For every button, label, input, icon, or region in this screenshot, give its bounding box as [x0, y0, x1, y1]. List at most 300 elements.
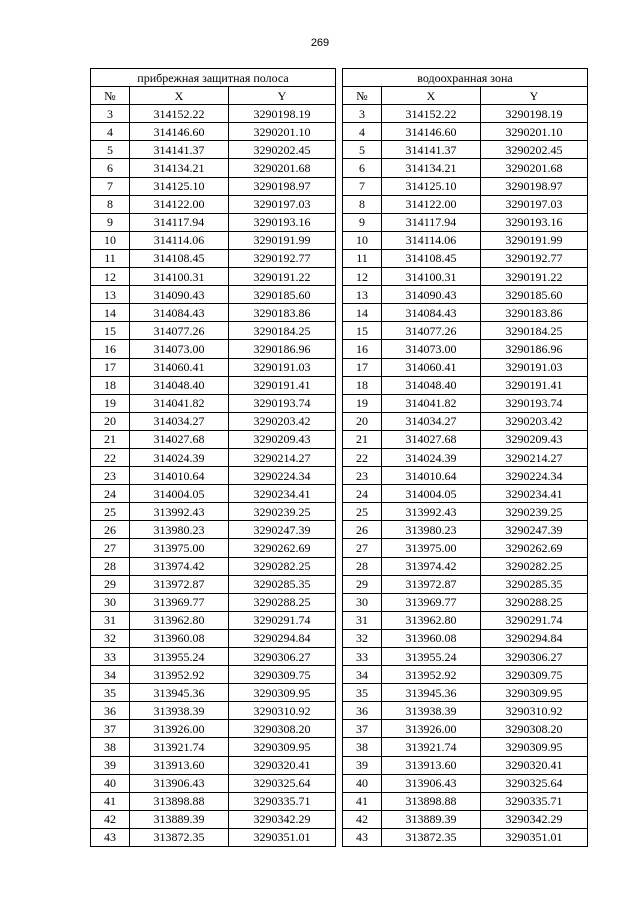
cell-y: 3290202.45 [481, 141, 588, 159]
cell-no: 23 [91, 467, 130, 485]
cell-x: 313938.39 [130, 702, 229, 720]
cell-x: 314152.22 [382, 105, 481, 123]
cell-y: 3290320.41 [229, 756, 336, 774]
cell-y: 3290288.25 [229, 593, 336, 611]
cell-y: 3290183.86 [481, 304, 588, 322]
cell-x: 313872.35 [382, 828, 481, 846]
cell-y: 3290285.35 [229, 575, 336, 593]
cell-x: 313945.36 [382, 684, 481, 702]
cell-x: 313955.24 [130, 648, 229, 666]
cell-y: 3290325.64 [229, 774, 336, 792]
cell-no: 38 [91, 738, 130, 756]
cell-y: 3290191.41 [481, 376, 588, 394]
table-row [91, 756, 336, 774]
cell-x: 314084.43 [382, 304, 481, 322]
cell-no: 29 [343, 575, 382, 593]
cell-no: 41 [91, 792, 130, 810]
cell-no: 32 [343, 629, 382, 647]
cell-y: 3290342.29 [229, 810, 336, 828]
cell-y: 3290193.74 [229, 394, 336, 412]
table-row [343, 268, 588, 286]
cell-x: 313906.43 [382, 774, 481, 792]
table-row [91, 213, 336, 231]
cell-no: 34 [91, 666, 130, 684]
table-row [343, 810, 588, 828]
table-row [343, 141, 588, 159]
table-row [91, 249, 336, 267]
table-row [91, 123, 336, 141]
cell-y: 3290310.92 [229, 702, 336, 720]
cell-x: 314041.82 [382, 394, 481, 412]
cell-x: 314122.00 [130, 195, 229, 213]
cell-x: 314077.26 [130, 322, 229, 340]
table-row [343, 792, 588, 810]
cell-no: 5 [343, 141, 382, 159]
cell-y: 3290201.68 [229, 159, 336, 177]
cell-y: 3290239.25 [229, 503, 336, 521]
coordinates-table-water-protection-zone [342, 68, 588, 847]
cell-no: 17 [343, 358, 382, 376]
table-row [343, 593, 588, 611]
cell-x: 313980.23 [130, 521, 229, 539]
cell-no: 43 [343, 828, 382, 846]
cell-y: 3290309.75 [481, 666, 588, 684]
cell-no: 15 [91, 322, 130, 340]
cell-x: 314125.10 [382, 177, 481, 195]
table-row [91, 231, 336, 249]
table-row [343, 648, 588, 666]
cell-y: 3290309.95 [229, 738, 336, 756]
cell-no: 24 [91, 485, 130, 503]
cell-y: 3290309.95 [481, 684, 588, 702]
cell-y: 3290306.27 [229, 648, 336, 666]
table-row [343, 105, 588, 123]
cell-x: 314114.06 [130, 231, 229, 249]
table-row [343, 575, 588, 593]
cell-x: 314090.43 [382, 286, 481, 304]
cell-y: 3290308.20 [481, 720, 588, 738]
table-row [343, 231, 588, 249]
cell-no: 10 [343, 231, 382, 249]
cell-no: 25 [343, 503, 382, 521]
cell-x: 313972.87 [130, 575, 229, 593]
table-title-row [91, 69, 336, 87]
cell-no: 42 [91, 810, 130, 828]
cell-x: 314090.43 [130, 286, 229, 304]
cell-y: 3290198.97 [481, 177, 588, 195]
table-row [91, 593, 336, 611]
cell-no: 12 [343, 268, 382, 286]
cell-no: 28 [91, 557, 130, 575]
table-row [91, 394, 336, 412]
cell-x: 313913.60 [382, 756, 481, 774]
cell-x: 313960.08 [382, 629, 481, 647]
table-row [91, 485, 336, 503]
cell-no: 8 [91, 195, 130, 213]
cell-y: 3290288.25 [481, 593, 588, 611]
table-row [91, 792, 336, 810]
cell-no: 17 [91, 358, 130, 376]
cell-no: 24 [343, 485, 382, 503]
cell-x: 314134.21 [382, 159, 481, 177]
cell-x: 314004.05 [130, 485, 229, 503]
cell-no: 27 [343, 539, 382, 557]
cell-y: 3290309.95 [481, 738, 588, 756]
cell-x: 313969.77 [382, 593, 481, 611]
cell-x: 314108.45 [382, 249, 481, 267]
table-row [343, 304, 588, 322]
cell-x: 314117.94 [382, 213, 481, 231]
table-row [343, 412, 588, 430]
table-row [91, 611, 336, 629]
cell-no: 8 [343, 195, 382, 213]
cell-y: 3290191.03 [229, 358, 336, 376]
cell-no: 20 [343, 412, 382, 430]
cell-no: 23 [343, 467, 382, 485]
cell-y: 3290183.86 [229, 304, 336, 322]
cell-no: 26 [91, 521, 130, 539]
cell-x: 314024.39 [382, 448, 481, 466]
table-row [91, 268, 336, 286]
table-row [343, 629, 588, 647]
cell-no: 6 [343, 159, 382, 177]
table-row [91, 521, 336, 539]
cell-x: 313938.39 [382, 702, 481, 720]
cell-no: 13 [343, 286, 382, 304]
cell-no: 40 [343, 774, 382, 792]
cell-y: 3290291.74 [481, 611, 588, 629]
cell-x: 314060.41 [130, 358, 229, 376]
cell-no: 35 [343, 684, 382, 702]
cell-x: 313906.43 [130, 774, 229, 792]
page-number: 269 [310, 37, 330, 49]
cell-y: 3290351.01 [481, 828, 588, 846]
cell-x: 313992.43 [382, 503, 481, 521]
cell-no: 11 [91, 249, 130, 267]
cell-x: 314027.68 [130, 430, 229, 448]
cell-y: 3290282.25 [481, 557, 588, 575]
header-y: Y [481, 87, 588, 105]
cell-y: 3290224.34 [481, 467, 588, 485]
table-row [91, 358, 336, 376]
cell-x: 313898.88 [130, 792, 229, 810]
cell-no: 13 [91, 286, 130, 304]
cell-x: 313921.74 [382, 738, 481, 756]
cell-y: 3290191.99 [481, 231, 588, 249]
cell-no: 11 [343, 249, 382, 267]
cell-y: 3290197.03 [229, 195, 336, 213]
table-row [343, 286, 588, 304]
table-row [91, 467, 336, 485]
cell-no: 19 [91, 394, 130, 412]
cell-x: 314048.40 [382, 376, 481, 394]
cell-no: 37 [91, 720, 130, 738]
table-row [91, 340, 336, 358]
table-header-row [343, 87, 588, 105]
cell-no: 22 [91, 448, 130, 466]
cell-y: 3290234.41 [481, 485, 588, 503]
table-row [343, 828, 588, 846]
table-row [91, 376, 336, 394]
cell-x: 313975.00 [382, 539, 481, 557]
cell-x: 313975.00 [130, 539, 229, 557]
table-row [343, 467, 588, 485]
cell-x: 314027.68 [382, 430, 481, 448]
table-row [91, 810, 336, 828]
header-x: X [382, 87, 481, 105]
cell-x: 314034.27 [382, 412, 481, 430]
cell-y: 3290214.27 [229, 448, 336, 466]
cell-x: 314077.26 [382, 322, 481, 340]
cell-no: 27 [91, 539, 130, 557]
table-row [91, 503, 336, 521]
cell-no: 14 [91, 304, 130, 322]
header-x: X [130, 87, 229, 105]
table-row [343, 322, 588, 340]
cell-no: 3 [91, 105, 130, 123]
cell-x: 313952.92 [130, 666, 229, 684]
table-row [91, 430, 336, 448]
cell-y: 3290262.69 [229, 539, 336, 557]
cell-x: 313889.39 [382, 810, 481, 828]
cell-y: 3290262.69 [481, 539, 588, 557]
table-row [343, 123, 588, 141]
cell-y: 3290197.03 [481, 195, 588, 213]
cell-no: 14 [343, 304, 382, 322]
table-row [343, 340, 588, 358]
cell-y: 3290282.25 [229, 557, 336, 575]
table-row [343, 720, 588, 738]
cell-y: 3290203.42 [229, 412, 336, 430]
cell-x: 313889.39 [130, 810, 229, 828]
table-row [343, 159, 588, 177]
cell-no: 10 [91, 231, 130, 249]
cell-x: 314073.00 [130, 340, 229, 358]
cell-y: 3290191.41 [229, 376, 336, 394]
cell-y: 3290192.77 [229, 249, 336, 267]
cell-x: 313980.23 [382, 521, 481, 539]
table-row [343, 430, 588, 448]
table-row [91, 629, 336, 647]
cell-no: 42 [343, 810, 382, 828]
cell-y: 3290209.43 [481, 430, 588, 448]
cell-no: 18 [91, 376, 130, 394]
cell-x: 313872.35 [130, 828, 229, 846]
cell-x: 314117.94 [130, 213, 229, 231]
cell-y: 3290185.60 [481, 286, 588, 304]
table-row [343, 448, 588, 466]
cell-y: 3290239.25 [481, 503, 588, 521]
cell-no: 34 [343, 666, 382, 684]
cell-y: 3290335.71 [229, 792, 336, 810]
cell-x: 313962.80 [382, 611, 481, 629]
cell-y: 3290335.71 [481, 792, 588, 810]
table-row [91, 738, 336, 756]
cell-no: 39 [91, 756, 130, 774]
cell-x: 313952.92 [382, 666, 481, 684]
cell-no: 26 [343, 521, 382, 539]
cell-x: 313974.42 [382, 557, 481, 575]
cell-x: 314004.05 [382, 485, 481, 503]
header-y: Y [229, 87, 336, 105]
table-row [343, 611, 588, 629]
table-row [343, 394, 588, 412]
cell-no: 19 [343, 394, 382, 412]
cell-no: 12 [91, 268, 130, 286]
coordinates-table-coastal-strip [90, 68, 336, 847]
table-row [343, 702, 588, 720]
table-row [91, 159, 336, 177]
cell-y: 3290201.10 [229, 123, 336, 141]
cell-y: 3290193.74 [481, 394, 588, 412]
table-row [343, 485, 588, 503]
table-row [343, 376, 588, 394]
cell-y: 3290203.42 [481, 412, 588, 430]
cell-no: 22 [343, 448, 382, 466]
table-row [343, 738, 588, 756]
cell-x: 313955.24 [382, 648, 481, 666]
cell-x: 313974.42 [130, 557, 229, 575]
cell-no: 16 [343, 340, 382, 358]
cell-no: 31 [343, 611, 382, 629]
table-row [343, 774, 588, 792]
cell-y: 3290294.84 [481, 629, 588, 647]
cell-y: 3290209.43 [229, 430, 336, 448]
cell-y: 3290309.75 [229, 666, 336, 684]
cell-no: 5 [91, 141, 130, 159]
cell-y: 3290192.77 [481, 249, 588, 267]
cell-y: 3290202.45 [229, 141, 336, 159]
table-title: прибрежная защитная полоса [91, 69, 336, 87]
table-row [91, 322, 336, 340]
cell-y: 3290201.10 [481, 123, 588, 141]
cell-x: 314108.45 [130, 249, 229, 267]
table-title: водоохранная зона [343, 69, 588, 87]
cell-no: 16 [91, 340, 130, 358]
cell-y: 3290310.92 [481, 702, 588, 720]
cell-x: 314024.39 [130, 448, 229, 466]
table-row [91, 557, 336, 575]
cell-no: 38 [343, 738, 382, 756]
cell-no: 21 [91, 430, 130, 448]
cell-x: 314141.37 [130, 141, 229, 159]
cell-x: 314146.60 [382, 123, 481, 141]
cell-no: 9 [91, 213, 130, 231]
cell-x: 314134.21 [130, 159, 229, 177]
cell-no: 25 [91, 503, 130, 521]
cell-no: 15 [343, 322, 382, 340]
cell-y: 3290191.99 [229, 231, 336, 249]
cell-y: 3290191.22 [481, 268, 588, 286]
header-no: № [91, 87, 130, 105]
table-row [343, 177, 588, 195]
cell-x: 313960.08 [130, 629, 229, 647]
table-row [91, 304, 336, 322]
cell-no: 40 [91, 774, 130, 792]
cell-y: 3290184.25 [481, 322, 588, 340]
cell-x: 314010.64 [130, 467, 229, 485]
cell-x: 314141.37 [382, 141, 481, 159]
cell-no: 29 [91, 575, 130, 593]
cell-x: 313992.43 [130, 503, 229, 521]
cell-no: 4 [91, 123, 130, 141]
cell-y: 3290214.27 [481, 448, 588, 466]
table-row [91, 539, 336, 557]
cell-x: 314122.00 [382, 195, 481, 213]
cell-y: 3290342.29 [481, 810, 588, 828]
cell-y: 3290224.34 [229, 467, 336, 485]
cell-x: 314125.10 [130, 177, 229, 195]
cell-x: 314060.41 [382, 358, 481, 376]
cell-no: 33 [343, 648, 382, 666]
cell-y: 3290351.01 [229, 828, 336, 846]
table-row [91, 141, 336, 159]
cell-x: 314084.43 [130, 304, 229, 322]
cell-x: 314041.82 [130, 394, 229, 412]
header-no: № [343, 87, 382, 105]
cell-y: 3290291.74 [229, 611, 336, 629]
table-row [91, 684, 336, 702]
table-row [91, 774, 336, 792]
cell-x: 314146.60 [130, 123, 229, 141]
cell-x: 314048.40 [130, 376, 229, 394]
cell-no: 43 [91, 828, 130, 846]
table-row [91, 720, 336, 738]
table-row [343, 756, 588, 774]
table-row [91, 177, 336, 195]
cell-y: 3290198.19 [229, 105, 336, 123]
table-row [343, 557, 588, 575]
cell-no: 41 [343, 792, 382, 810]
table-row [91, 448, 336, 466]
table-row [91, 648, 336, 666]
table-row [343, 249, 588, 267]
cell-y: 3290234.41 [229, 485, 336, 503]
cell-x: 313972.87 [382, 575, 481, 593]
cell-x: 313913.60 [130, 756, 229, 774]
cell-y: 3290191.03 [481, 358, 588, 376]
cell-x: 314100.31 [382, 268, 481, 286]
table-row [343, 503, 588, 521]
cell-y: 3290285.35 [481, 575, 588, 593]
table-row [343, 666, 588, 684]
cell-no: 18 [343, 376, 382, 394]
table-row [91, 702, 336, 720]
cell-y: 3290320.41 [481, 756, 588, 774]
cell-x: 314010.64 [382, 467, 481, 485]
cell-y: 3290294.84 [229, 629, 336, 647]
cell-no: 30 [91, 593, 130, 611]
cell-y: 3290184.25 [229, 322, 336, 340]
cell-no: 6 [91, 159, 130, 177]
cell-y: 3290193.16 [481, 213, 588, 231]
cell-no: 20 [91, 412, 130, 430]
cell-no: 31 [91, 611, 130, 629]
cell-x: 314114.06 [382, 231, 481, 249]
cell-y: 3290186.96 [229, 340, 336, 358]
cell-no: 33 [91, 648, 130, 666]
cell-x: 313945.36 [130, 684, 229, 702]
table-row [343, 684, 588, 702]
table-row [343, 195, 588, 213]
cell-no: 37 [343, 720, 382, 738]
cell-y: 3290185.60 [229, 286, 336, 304]
table-title-row [343, 69, 588, 87]
table-row [91, 575, 336, 593]
cell-y: 3290325.64 [481, 774, 588, 792]
table-row [343, 521, 588, 539]
cell-y: 3290201.68 [481, 159, 588, 177]
